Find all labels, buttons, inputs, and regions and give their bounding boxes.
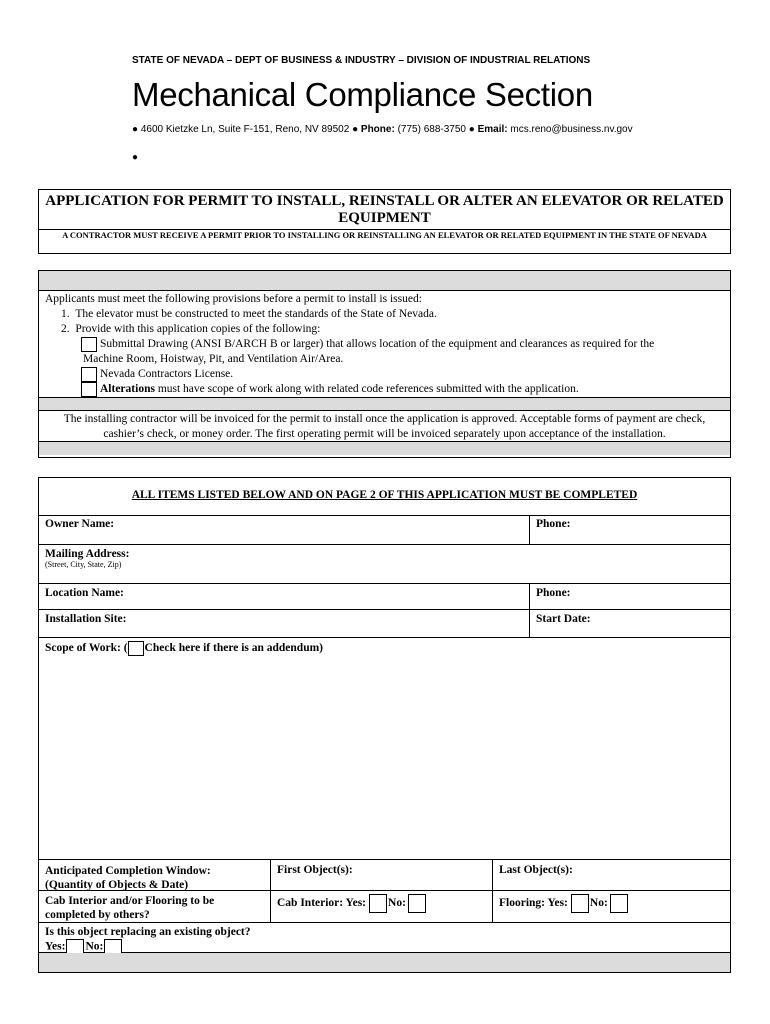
location-row: [39, 584, 730, 610]
mailing-hint: (Street, City, State, Zip): [45, 560, 122, 569]
replacing-row: [39, 923, 730, 953]
start-date-field[interactable]: Start Date:: [529, 610, 730, 637]
last-objects-field[interactable]: Last Object(s):: [492, 860, 730, 890]
completion-window-label: Anticipated Completion Window: (Quantity of Objects & Date): [45, 865, 211, 891]
flooring-yes-checkbox[interactable]: [571, 894, 589, 913]
flooring-field: Flooring: Yes: No:: [492, 891, 730, 922]
bullet-icon: ●: [132, 124, 139, 135]
bullet-icon: ●: [468, 124, 475, 135]
bullet-icon: ●: [132, 152, 139, 163]
location-phone-field[interactable]: Phone:: [529, 584, 730, 609]
gray-band: [39, 271, 730, 291]
email-label: Email:: [477, 124, 508, 135]
mailing-address-field[interactable]: Mailing Address: (Street, City, State, Zip): [39, 545, 730, 583]
application-form: [38, 477, 731, 973]
flooring-no-checkbox[interactable]: [610, 894, 628, 913]
section-title: Mechanical Compliance Section: [132, 76, 593, 113]
application-title: APPLICATION FOR PERMIT TO INSTALL, REINSTALL OR ALTER AN ELEVATOR OR RELATED EQUIPMENT: [45, 193, 724, 226]
cab-question: Cab Interior and/or Flooring to be completed by others?: [45, 895, 215, 921]
installation-row: [39, 610, 730, 638]
cab-interior-no-checkbox[interactable]: [408, 894, 426, 913]
provision-item-2: 2. Provide with this application copies of the following:: [61, 323, 321, 335]
cab-interior-yes-checkbox[interactable]: [369, 894, 387, 913]
checklist-contractors-license: Nevada Contractors License.: [45, 367, 724, 382]
submittal-drawing-checkbox[interactable]: [81, 337, 97, 352]
contractors-license-checkbox[interactable]: [81, 367, 97, 382]
addendum-checkbox[interactable]: [128, 641, 144, 656]
phone-number: (775) 688-3750: [397, 124, 466, 135]
replacing-question: Is this object replacing an existing object? Yes: No:: [39, 923, 730, 952]
title-box: [38, 189, 731, 254]
form-heading: ALL ITEMS LISTED BELOW AND ON PAGE 2 OF THIS APPLICATION MUST BE COMPLETED: [39, 478, 730, 516]
owner-row: [39, 515, 730, 545]
gray-band: [39, 397, 730, 411]
first-objects-field[interactable]: First Object(s):: [270, 860, 492, 890]
email-address: mcs.reno@business.nv.gov: [510, 124, 633, 135]
application-subtitle: A CONTRACTOR MUST RECEIVE A PERMIT PRIOR TO INSTALLING OR REINSTALLING AN ELEVATOR OR RELATED EQUIPMENT IN THE STATE OF NEVADA: [62, 230, 707, 240]
owner-name-field[interactable]: Owner Name:: [45, 518, 115, 530]
alterations-checkbox[interactable]: [81, 382, 97, 397]
scope-of-work-field[interactable]: Scope of Work: ( Check here if there is an addendum): [45, 642, 324, 655]
provisions-box: [38, 270, 731, 458]
cab-row: [39, 891, 730, 923]
contact-line: [132, 124, 633, 135]
provision-item-1: 1. The elevator must be constructed to meet the standards of the State of Nevada.: [61, 308, 437, 320]
checklist-submittal-drawing-cont: Machine Room, Hoistway, Pit, and Ventilation Air/Area.: [83, 353, 344, 366]
address: 4600 Kietzke Ln, Suite F-151, Reno, NV 89502: [140, 124, 350, 135]
owner-phone-field[interactable]: Phone:: [529, 515, 730, 544]
invoice-notice: The installing contractor will be invoiced for the permit to install once the application is approved. Acceptable forms of payment are check, cashier’s check, or money order. The first operating permit will be invoiced separately upon acceptance of the installation.: [63, 413, 706, 440]
installation-site-field[interactable]: Installation Site:: [45, 613, 127, 625]
checklist-alterations: Alterations must have scope of work along with related code references submitted with the application.: [45, 382, 724, 397]
location-name-field[interactable]: Location Name:: [45, 587, 124, 599]
gray-band: [39, 953, 730, 972]
completion-row: [39, 860, 730, 891]
phone-label: Phone:: [360, 124, 395, 135]
scope-row: [39, 638, 730, 860]
agency-header: STATE OF NEVADA – DEPT OF BUSINESS & INDUSTRY – DIVISION OF INDUSTRIAL RELATIONS: [132, 55, 591, 66]
bullet-icon: ●: [352, 124, 359, 135]
provisions-intro: Applicants must meet the following provisions before a permit to install is issued:: [45, 293, 422, 305]
checklist-submittal-drawing: Submittal Drawing (ANSI B/ARCH B or larger) that allows location of the equipment and clearances as required for the: [45, 337, 724, 352]
cab-interior-field: Cab Interior: Yes: No:: [270, 891, 492, 922]
mailing-row: [39, 545, 730, 584]
gray-band: [39, 441, 730, 455]
provisions-list: [39, 291, 730, 397]
